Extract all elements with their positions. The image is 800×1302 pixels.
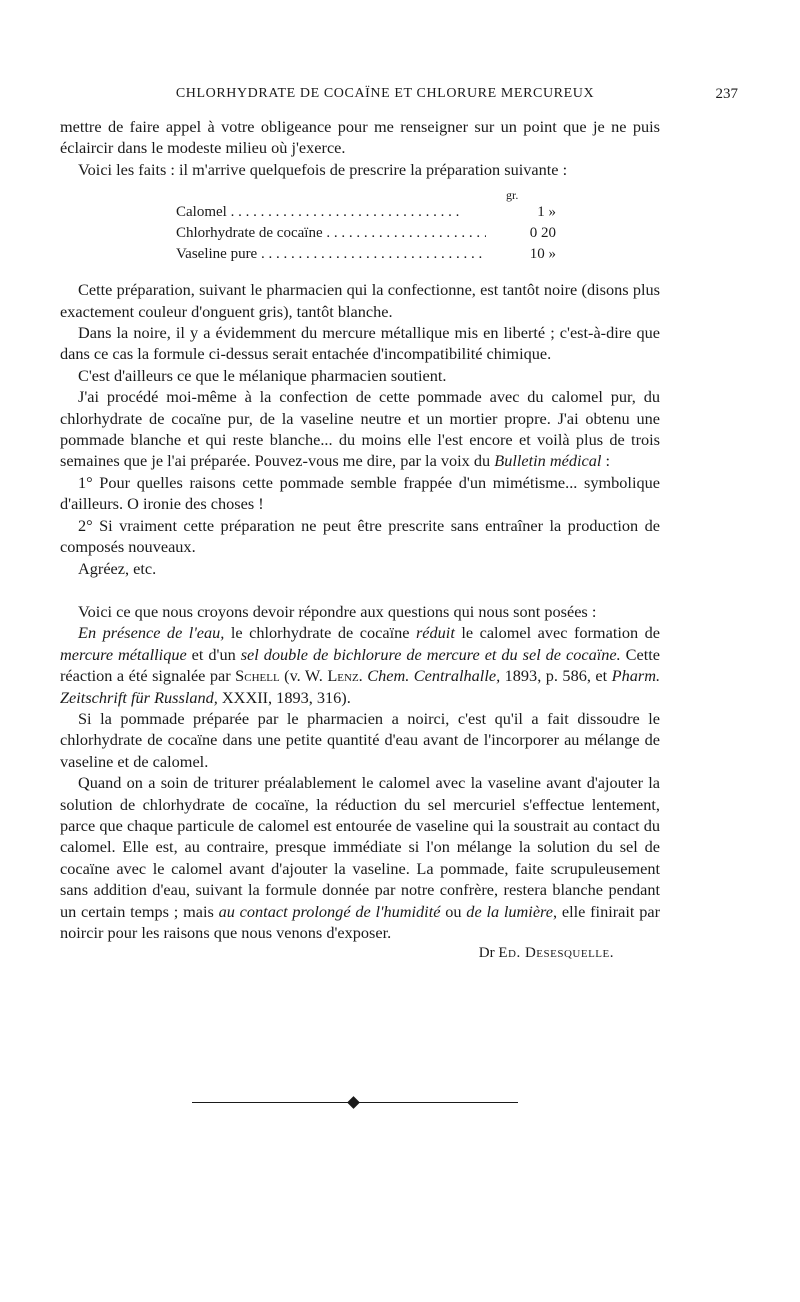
- reply-paragraph-2: Si la pommade préparée par le pharmacien a noirci, c'est qu'il a fait dissoudre le chlorhydrate de cocaïne dans une petite quantité d'eau avant de l'incorporer au mélange de vaseline et de calomel.: [60, 708, 660, 771]
- letter-paragraph-2: Voici les faits : il m'arrive quelquefois de prescrire la préparation suivante :: [78, 159, 568, 179]
- ingredient-amount: 1 »: [537, 204, 556, 221]
- unit-label: gr.: [506, 188, 519, 203]
- diamond-icon: [347, 1096, 360, 1109]
- prescription-row: [60, 223, 660, 244]
- end-ornament: [192, 1096, 518, 1110]
- letter-paragraph-1: mettre de faire appel à votre obligeance pour me renseigner sur un point que je ne puis éclaircir dans le modeste milieu où j'exerce.: [60, 117, 660, 158]
- prescription-table: [60, 188, 660, 265]
- letter-paragraph-4: Dans la noire, il y a évidemment du mercure métallique mis en liberté ; c'est-à-dire que dans ce cas la formule ci-dessus serait entachée d'incompatibilité chimique.: [60, 323, 660, 364]
- question-1: 1° Pour quelles raisons cette pommade semble frappée d'un mimétisme... symbolique d'ailleurs. O ironie des choses !: [60, 472, 660, 514]
- reply-paragraph-3: Quand on a soin de triturer préalablement le calomel avec la vaseline avant d'ajouter la solution de chlorhydrate de cocaïne, la réduction du sel mercuriel s'effectue lentement, parce que chaque particule de calomel est entourée de vaseline qui la soustrait au contact du calomel. Elle est, au contraire, presque immédiate si l'on mélange la solution du sel de cocaïne avec le calomel avant d'ajouter la vaseline. La pommade, faite scrupuleusement sans addition d'eau, suivant la formule donnée par notre confrère, restera blanche pendant un certain temps ; mais au contact prolongé de l'humidité ou de la lumière, elle finirait par noircir pour les raisons que nous venons d'exposer.: [60, 773, 661, 942]
- reply-intro: Voici ce que nous croyons devoir répondre aux questions qui nous sont posées :: [78, 601, 597, 621]
- ingredient-amount: 10 »: [529, 246, 556, 263]
- section-gap: [60, 579, 660, 601]
- ingredient-name: Vaseline pure . . .: [176, 244, 486, 265]
- running-header: [60, 86, 738, 102]
- question-2: 2° Si vraiment cette préparation ne peut être prescrite sans entraîner la production de composés nouveaux.: [60, 515, 660, 557]
- page-number: 237: [715, 86, 738, 102]
- reply-paragraph-1: En présence de l'eau, le chlorhydrate de cocaïne réduit le calomel avec formation de mercure métallique et d'un sel double de bichlorure de mercure et du sel de cocaïne. Cette réaction a été signalée par Schell (v. W. Lenz. Chem. Centralhalle, 1893, p. 586, et Pharm. Zeitschrift für Russland, XXXII, 1893, 316).: [60, 623, 661, 707]
- journal-title: Chem. Centralhalle,: [367, 666, 501, 686]
- ingredient-name: Chlorhydrate de cocaïne . . .: [176, 223, 486, 244]
- author-name: Lenz.: [327, 666, 363, 686]
- journal-title: Bulletin médical: [494, 451, 602, 471]
- journal-title: Pharm. Zeitschrift für Russland,: [60, 666, 661, 707]
- author-name: Schell: [235, 666, 280, 686]
- ingredient-name: Calomel . . .: [176, 202, 486, 223]
- signature: Dr Ed. Desesquelle.: [478, 945, 614, 962]
- ingredient-amount: 0 20: [529, 225, 556, 242]
- prescription-row: [60, 202, 660, 223]
- prescription-row: [60, 244, 660, 265]
- signature-name: Ed. Desesquelle.: [498, 945, 614, 962]
- letter-closing: Agréez, etc.: [78, 558, 157, 578]
- letter-paragraph-3: Cette préparation, suivant le pharmacien qui la confectionne, est tantôt noire (disons plus exactement couleur d'onguent gris), tantôt blanche.: [60, 280, 660, 321]
- letter-paragraph-6: J'ai procédé moi-même à la confection de cette pommade avec du calomel pur, du chlorhydrate de cocaïne pur, de la vaseline neutre et un mortier propre. J'ai obtenu une pommade blanche et qui reste blanche... du moins elle l'est encore et voilà plus de trois semaines que je l'ai préparée. Pouvez-vous me dire, par la voix du Bulletin médical :: [60, 387, 660, 471]
- running-title: CHLORHYDRATE DE COCAÏNE ET CHLORURE MERCUREUX: [175, 86, 595, 101]
- article-body: [60, 116, 660, 965]
- letter-paragraph-5: C'est d'ailleurs ce que le mélanique pharmacien soutient.: [78, 365, 447, 385]
